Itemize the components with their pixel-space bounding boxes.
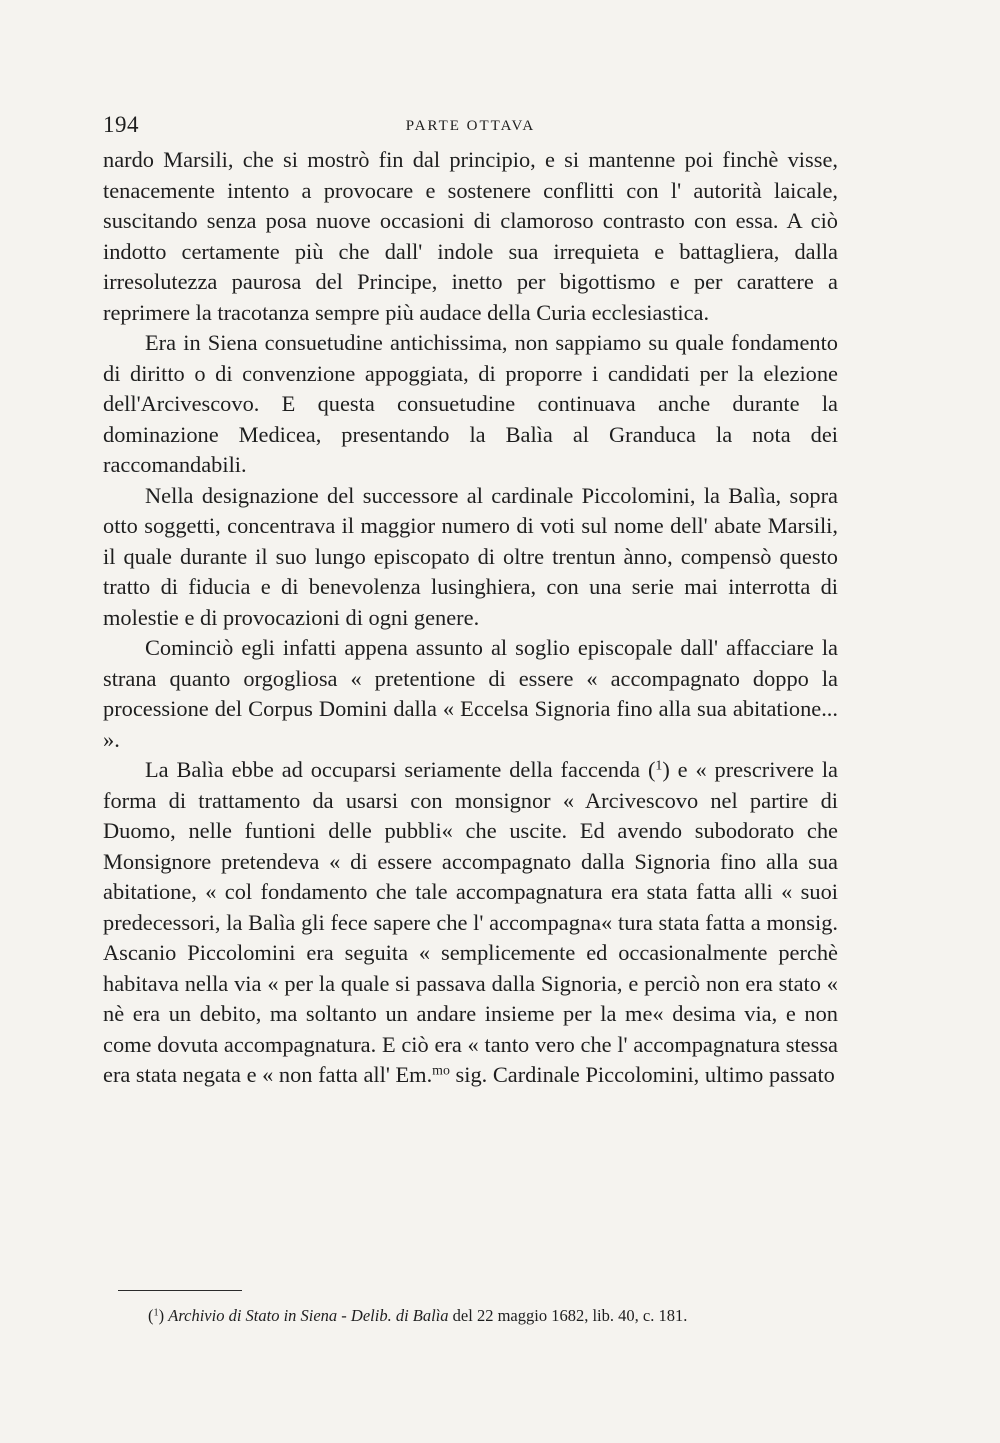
quote-body: ) e « prescrivere la forma di trattamento da usarsi con monsignor « Arcivescovo nel partire di Duomo, nelle funtioni delle pubbli« che uscite. Ed avendo subodorato che Monsignore pretendeva « di essere accompagnato dalla Signoria fino alla sua abitatione, « col fondamento che tale accompagnatura era stata fatta alli « suoi predecessori, la Balìa gli fece sapere che l' accompagna« tura stata fatta a monsig. Ascanio Piccolomini era seguita « semplicemente ed occasionalmente perchè habitava nella via « per la quale si passava dalla Signoria, e perciò non era stato « nè era un debito, ma soltanto un andare insieme per la me« desima via, e non come dovuta accompagnatura. E ciò era « tanto vero che l' accompagnatura stessa era stata negata e « non fatta all' Em. xyxy=(103,757,838,1087)
paragraph-balia-quote xyxy=(103,755,838,1091)
page-header xyxy=(103,108,838,144)
footnote-divider xyxy=(118,1290,242,1291)
quote-tail: sig. Cardinale Piccolomini, ultimo passato xyxy=(449,1062,835,1087)
footnote-marker: 1 xyxy=(153,1307,159,1319)
footnote-reference: 1 xyxy=(655,758,663,774)
page-number: 194 xyxy=(103,112,139,137)
footnote-source: Archivio di Stato in Siena - Delib. di Balìa xyxy=(168,1306,449,1325)
body-text xyxy=(103,145,838,1091)
footnote-detail: del 22 maggio 1682, lib. 40, c. 181. xyxy=(448,1306,688,1325)
running-head: PARTE OTTAVA xyxy=(405,118,536,134)
paragraph-continuation: nardo Marsili, che si mostrò fin dal principio, e si mantenne poi finchè visse, tenacemente intento a provocare e sostenere conflitti con l' autorità laicale, suscitando senza posa nuove occasioni di clamoroso contrasto con essa. A ciò indotto certamente più che dall' indole sua irrequieta e battagliera, dalla irresolutezza paurosa del Principe, inetto per bigottismo e per carattere a reprimere la tracotanza sempre più audace della Curia ecclesiastica. xyxy=(103,147,838,325)
quote-lead: La Balìa ebbe ad occuparsi seriamente della faccenda ( xyxy=(145,757,656,782)
paragraph-comincio: Cominciò egli infatti appena assunto al soglio episcopale dall' affacciare la strana quanto orgogliosa « pretentione di essere « accompagnato doppo la processione del Corpus Domini dalla « Eccelsa Signoria fino alla sua abitatione... ». xyxy=(103,635,838,752)
paragraph-designazione: Nella designazione del successore al cardinale Piccolomini, la Balìa, sopra otto soggetti, concentrava il maggior numero di voti sul nome dell' abate Marsili, il quale durante il suo lungo episcopato di oltre trentun ànno, compensò questo tratto di fiducia e di benevolenza lusinghiera, con una serie mai interrotta di molestie e di provocazioni di ogni genere. xyxy=(103,482,838,630)
footnote: ($^1$) Archivio di Stato in Siena - Delib. di Balìa del 22 maggio 1682, lib. 40, c. 181. xyxy=(148,1306,688,1325)
abbreviation-superscript: mo xyxy=(432,1063,450,1079)
paragraph-consuetudine: Era in Siena consuetudine antichissima, non sappiamo su quale fondamento di diritto o di convenzione appoggiata, di proporre i candidati per la elezione dell'Arcivescovo. E questa consuetudine continuava anche durante la dominazione Medicea, presentando la Balìa al Granduca la nota dei raccomandabili. xyxy=(103,330,838,477)
